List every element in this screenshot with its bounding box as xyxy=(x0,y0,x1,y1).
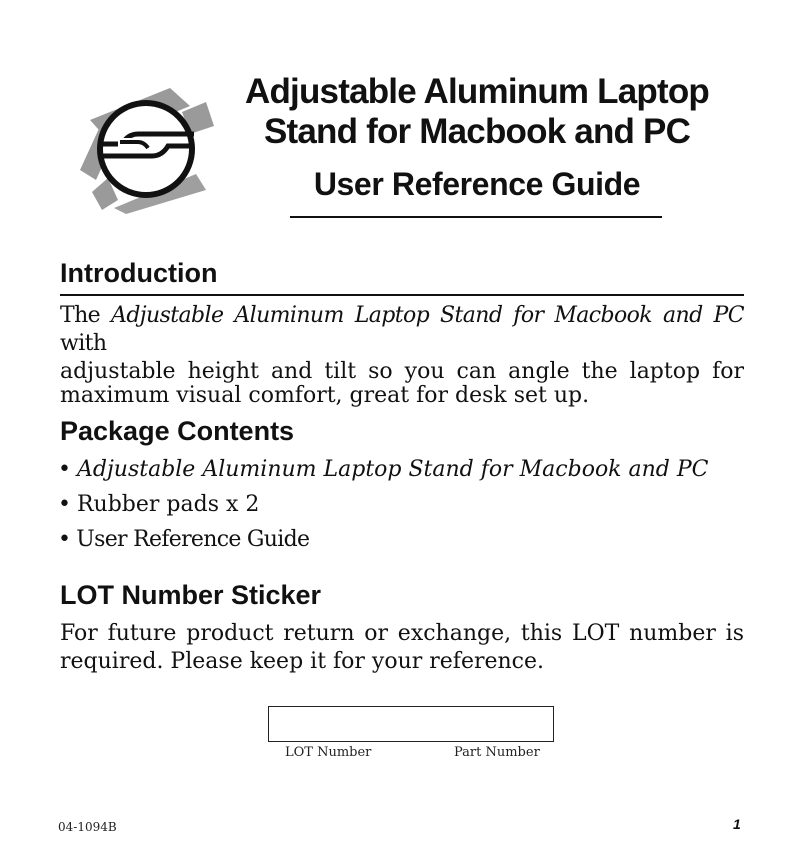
intro-line-2: adjustable height and tilt so you can angle the laptop for xyxy=(60,359,744,384)
page-number: 1 xyxy=(733,816,741,832)
intro-divider xyxy=(60,294,744,296)
list-item-text: Rubber pads x 2 xyxy=(76,492,260,517)
subtitle-underline xyxy=(290,216,662,218)
lot-number-label: LOT Number xyxy=(285,745,372,760)
title-line-1: Adjustable Aluminum Laptop xyxy=(244,72,709,111)
title-block xyxy=(218,72,736,208)
package-section xyxy=(60,416,744,446)
list-item xyxy=(58,522,742,557)
bullet-icon: • xyxy=(58,457,71,482)
lot-line-1: For future product return or exchange, this LOT number is xyxy=(60,621,744,646)
package-list xyxy=(58,452,742,557)
intro-line1-tail: with xyxy=(60,331,107,356)
document-subtitle: User Reference Guide xyxy=(313,166,641,202)
intro-product-name: Adjustable Aluminum Laptop Stand for Macbook and PC xyxy=(111,303,744,328)
lot-body xyxy=(60,620,744,676)
intro-lead-word: The xyxy=(60,303,101,328)
intro-line-1 xyxy=(60,302,744,358)
lot-heading: LOT Number Sticker xyxy=(60,580,322,610)
title-line-2: Stand for Macbook and PC xyxy=(263,112,691,151)
list-item xyxy=(58,452,742,487)
part-number-label: Part Number xyxy=(454,745,540,760)
list-item xyxy=(58,487,742,522)
bullet-icon: • xyxy=(58,527,71,552)
intro-section xyxy=(60,258,744,288)
intro-line-3: maximum visual comfort, great for desk set up. xyxy=(60,383,590,408)
lot-section xyxy=(60,580,744,610)
brand-logo xyxy=(78,82,218,214)
brand-logo-icon xyxy=(78,82,218,214)
list-item-text: Adjustable Aluminum Laptop Stand for Macbook and PC xyxy=(76,457,709,482)
document-code: 04-1094B xyxy=(58,820,117,834)
package-heading: Package Contents xyxy=(60,416,295,446)
intro-heading: Introduction xyxy=(60,258,218,288)
list-item-text: User Reference Guide xyxy=(76,527,310,552)
bullet-icon: • xyxy=(58,492,71,517)
lot-sticker-box xyxy=(268,706,554,742)
intro-body xyxy=(60,302,744,410)
lot-line-2: required. Please keep it for your reference. xyxy=(60,649,545,674)
